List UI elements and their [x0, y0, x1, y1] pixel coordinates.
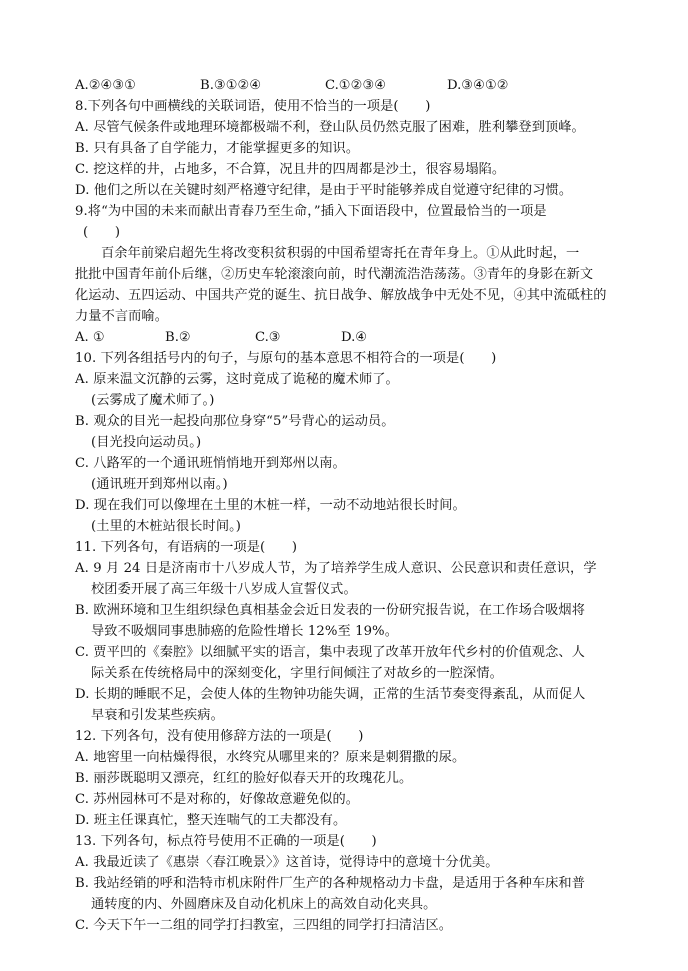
q12-option-b: B. 丽莎既聪明又漂亮，红红的脸好似春天开的玫瑰花儿。 [75, 771, 413, 786]
q9-option-b: B.② [165, 330, 191, 345]
q12-option-a: A. 地窖里一向枯燥得很，水终究从哪里来的？原来是刺猬撒的尿。 [75, 750, 466, 765]
q13-option-a: A. 我最近读了《惠崇〈春江晚景〉》这首诗，觉得诗中的意境十分优美。 [75, 855, 499, 870]
q11-line: C. 贾平凹的《秦腔》以细腻平实的语言，集中表现了改革开放年代乡村的价值观念、人 [75, 645, 585, 660]
q12-option-c: C. 苏州园林可不是对称的，好像故意避免似的。 [75, 792, 360, 807]
q7-option-b: B.③①②④ [200, 78, 262, 93]
q9-option-d: D.④ [341, 330, 368, 345]
q7-option-d: D.③④①② [447, 78, 509, 93]
q8-stem: 8.下列各句中画横线的关联词语，使用不恰当的一项是( ) [75, 99, 431, 114]
q11-line: 早衰和引发某些疾病。 [91, 708, 224, 723]
q11-line: A. 9 月 24 日是济南市十八岁成人节，为了培养学生成人意识、公民意识和责任意识，学 [75, 561, 597, 576]
q9-passage-line: 化运动、五四运动、中国共产党的诞生、抗日战争、解放战争中无处不见，④其中流砥柱的 [75, 288, 607, 303]
q9-passage-line: 力量不言而喻。 [75, 309, 169, 324]
q10-stem: 10. 下列各组括号内的句子，与原句的基本意思不相符合的一项是( ) [75, 351, 497, 366]
q10-line: C. 八路军的一个通讯班悄悄地开到郑州以南。 [75, 456, 346, 471]
q12-stem: 12. 下列各句，没有使用修辞方法的一项是( ) [75, 729, 364, 744]
q9-option-a: A. ① [75, 330, 105, 345]
q10-line: (土里的木桩站很长时间。) [91, 519, 242, 534]
q7-option-a: A.②④③① [75, 78, 137, 93]
q10-line: B. 观众的目光一起投向那位身穿“5”号背心的运动员。 [75, 414, 395, 429]
q11-stem: 11. 下列各句，有语病的一项是( ) [75, 540, 298, 555]
q10-line: D. 现在我们可以像埋在土里的木桩一样，一动不动地站很长时间。 [75, 498, 466, 513]
q11-line: 校团委开展了高三年级十八岁成人宣誓仪式。 [91, 582, 357, 597]
q11-line: 导致不吸烟同事患肺癌的危险性增长 12%至 19%。 [91, 624, 398, 639]
q13-option-b-cont: 通转度的内、外圆磨床及自动化机床上的高效自动化夹具。 [91, 897, 437, 912]
q13-stem: 13. 下列各句，标点符号使用不正确的一项是( ) [75, 834, 377, 849]
q8-option-a: A. 尽管气候条件或地理环境都极端不利，登山队员仍然克服了困难，胜利攀登到顶峰。 [75, 120, 585, 135]
q11-line: 际关系在传统格局中的深刻变化，字里行间倾注了对故乡的一腔深情。 [91, 666, 503, 681]
q10-line: A. 原来温文沉静的云雾，这时竟成了诡秘的魔术师了。 [75, 372, 399, 387]
q11-line: B. 欧洲环境和卫生组织绿色真相基金会近日发表的一份研究报告说，在工作场合吸烟将 [75, 603, 586, 618]
q10-line: (通讯班开到郑州以南。) [91, 477, 228, 492]
q8-option-d: D. 他们之所以在关键时刻严格遵守纪律，是由于平时能够养成自觉遵守纪律的习惯。 [75, 183, 573, 198]
q9-stem: 9.将“为中国的未来而献出青春乃至生命，”插入下面语段中，位置最恰当的一项是 [75, 204, 547, 219]
q10-line: (目光投向运动员。) [91, 435, 202, 450]
q9-passage-line: 批批中国青年前仆后继，②历史车轮滚滚向前，时代潮流浩浩荡荡。③青年的身影在新文 [75, 267, 594, 282]
q10-line: (云雾成了魔术师了。) [91, 393, 215, 408]
q9-option-c: C.③ [255, 330, 281, 345]
q12-option-d: D. 班主任课真忙，整天连喘气的工夫都没有。 [75, 813, 347, 828]
q13-option-b: B. 我站经销的呼和浩特市机床附件厂生产的各种规格动力卡盘，是适用于各种车床和普 [75, 876, 586, 891]
q8-option-c: C. 挖这样的井，占地多，不合算，况且井的四周都是沙土，很容易塌陷。 [75, 162, 506, 177]
q13-option-c: C. 今天下午一二组的同学打扫教室，三四组的同学打扫清洁区。 [75, 918, 453, 933]
q9-passage-line: 百余年前梁启超先生将改变积贫积弱的中国希望寄托在青年身上。①从此时起，一 [101, 246, 580, 261]
q9-stem-bracket: ( ) [83, 225, 121, 240]
q11-line: D. 长期的睡眠不足，会使人体的生物钟功能失调，正常的生活节奏变得紊乱，从而促人 [75, 687, 586, 702]
q8-option-b: B. 只有具备了自学能力，才能掌握更多的知识。 [75, 141, 360, 156]
q7-option-c: C.①②③④ [325, 78, 387, 93]
